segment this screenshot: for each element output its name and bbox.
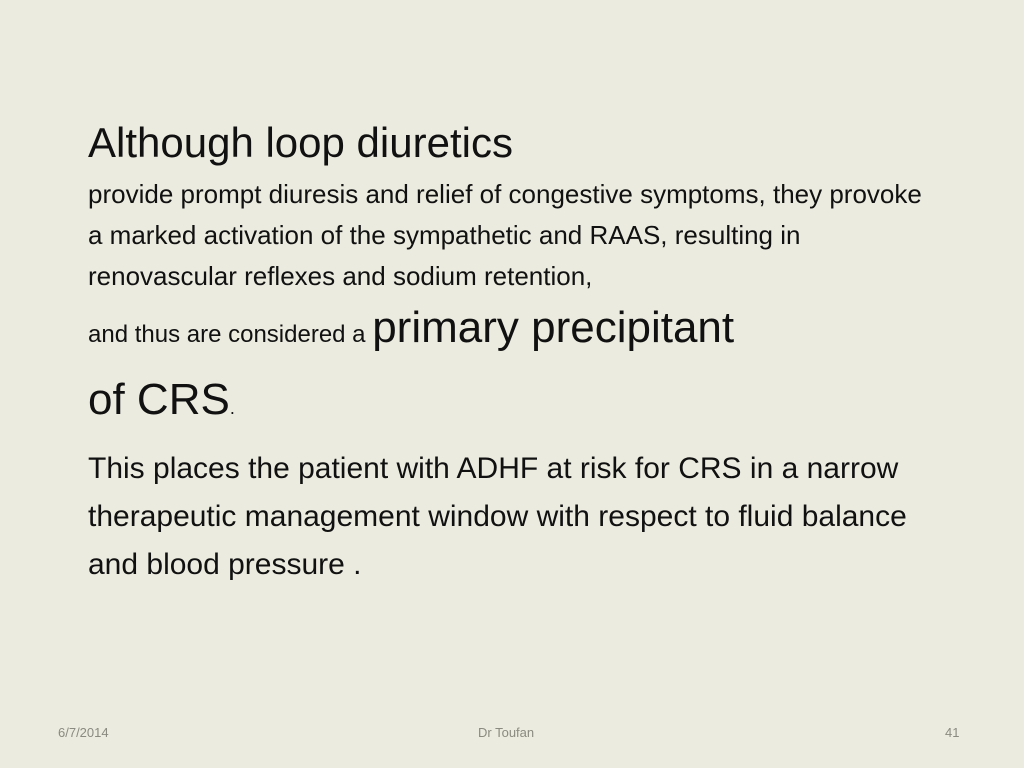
slide-body [88,112,928,589]
paragraph-adhf-risk: This places the patient with ADHF at risk for CRS in a narrow therapeutic management window with respect to fluid balance and blood pressure . [88,452,907,581]
precipitant-emphasis-text: primary precipitant [372,303,735,352]
paragraph-precipitant [88,297,928,441]
precipitant-lead-text: and thus are considered a [88,321,373,348]
crs-emphasis-text: of CRS [88,375,230,424]
footer-page-number: 41 [945,725,960,740]
precipitant-period: . [229,398,235,418]
slide-heading: Although loop diuretics [88,119,513,166]
paragraph-diuretics-effects: provide prompt diuresis and relief of congestive symptoms, they provoke a marked activation of the sympathetic and RAAS, resulting in renovascular reflexes and sodium retention, [88,179,922,291]
footer-author: Dr Toufan [478,725,535,740]
footer-date: 6/7/2014 [58,725,109,740]
